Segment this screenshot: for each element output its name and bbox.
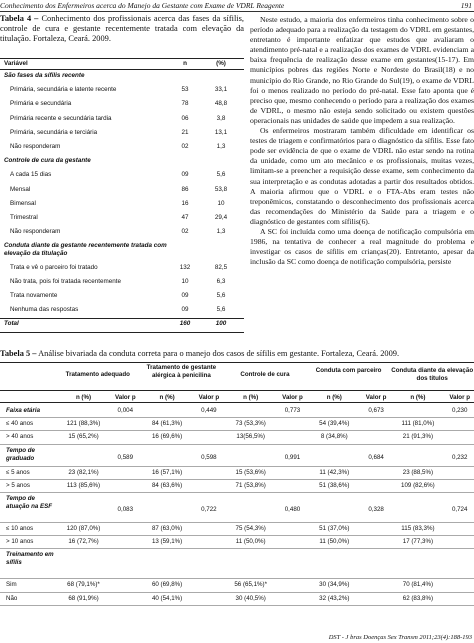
- table5-p-value: 0,991: [284, 453, 301, 461]
- paragraph-1: Neste estudo, a maioria dos enfermeiros tinha conhecimento sobre o período adequado para a realização da testagem do VDRL em gestantes, entretanto é importante enfatizar que estudos que avaliaram o atendimento pré-natal e a realização dos exames de VDRL evidenciam a baixa frequência de realização desse exame em gestantes(15-17). Em municípios pobres das regiões Norte e Nordeste do Brasil(18) e no município do Rio Grande, no Rio Grande do Sul(19), o exame de VDRL foi o menos realizado no período do pré-natal. Esse fato aponta que é preciso que, mesmo conhecendo o período para a realização dos exames de VDRL, o mesmo não esteja sendo solicitado ou existem questões operacionais nas unidades de saúde que impedem a sua realização.: [250, 15, 474, 125]
- table5-group-header: Tratamento de gestante alérgica à penicilina: [146, 364, 217, 379]
- table4-n-value: 09: [181, 171, 189, 179]
- table4-row: [0, 264, 244, 275]
- table5-n-value: 16 (57,1%): [151, 468, 183, 476]
- table5-row-rule: [0, 578, 474, 579]
- table4-row-label: Mensal: [10, 185, 31, 193]
- table5-row-rule: [0, 592, 474, 593]
- table5-n-value: 21 (91,3%): [402, 433, 434, 441]
- table4-n-value: 09: [181, 292, 189, 299]
- table4-row-label: Trata e vê o parceiro foi tratado: [10, 263, 98, 271]
- table5-n-value: 84 (61,3%): [151, 420, 183, 428]
- table4-row: [0, 242, 244, 260]
- table5-p-value: 0,328: [368, 506, 384, 513]
- table5-group-header: Conduta diante da elevação dos títulos: [391, 367, 474, 382]
- table5-sub-n: n (%): [243, 394, 259, 401]
- table4-row: [0, 292, 244, 303]
- table5-n-value: 15 (53,6%): [235, 468, 266, 476]
- table5-subheader-rule: [0, 402, 474, 403]
- table4-pct-value: 33,1: [214, 86, 228, 94]
- table5-n-value: 23 (88,5%): [402, 468, 434, 476]
- table4-row: [0, 100, 244, 111]
- table4-pct-value: 100: [215, 320, 227, 328]
- table5-sub-p: Valor p: [114, 394, 136, 401]
- table5-caption-text: Análise bivariada da conduta correta para o manejo dos casos de sífilis em gestante. Fortaleza, Ceará. 2009.: [38, 349, 400, 358]
- table5-n-value: 17 (77,3%): [402, 538, 434, 546]
- table4-row-label: Nenhuma das respostas: [10, 306, 79, 314]
- table5-n-value: 30 (40,5%): [235, 594, 266, 602]
- table5-n-value: 11 (50,0%): [235, 538, 266, 546]
- table4-row: [0, 129, 244, 140]
- table5-sub-p: Valor p: [365, 394, 387, 401]
- table4-row-label: Não responderam: [10, 228, 61, 236]
- table5-n-value: 56 (65,1%)*: [234, 581, 268, 589]
- table4-header-rule: [0, 69, 244, 70]
- table4-pct-value: 6,3: [216, 277, 226, 285]
- table4-n-value: 09: [181, 306, 189, 314]
- table5-sub-p: Valor p: [282, 394, 303, 401]
- table5-row-rule: [0, 466, 474, 467]
- table5-p-value: 0,673: [368, 407, 384, 414]
- table4-n-value: 86: [181, 185, 189, 193]
- table5-n-value: 23 (82,1%): [68, 468, 99, 476]
- table5-row-rule: [0, 535, 474, 536]
- table4-pct-value: 1,3: [216, 143, 226, 150]
- table4-n-value: 160: [179, 320, 191, 328]
- table5-p-value: 0,722: [201, 506, 217, 513]
- table4-row-label: Primária e secundária: [10, 100, 72, 108]
- table4-row: [0, 278, 244, 289]
- table5-caption-label: Tabela 5 –: [0, 349, 37, 358]
- table4-row: [0, 320, 244, 331]
- table5-row-rule: [0, 492, 474, 493]
- table5-top-rule: [0, 362, 474, 363]
- table4-n-value: 06: [181, 114, 189, 122]
- table5-p-value: 0,004: [117, 407, 134, 414]
- journal-footer: DST - J bras Doenças Sex Transm 2011;23(4):188-193: [328, 634, 472, 641]
- table5-row-rule: [0, 548, 474, 549]
- table5-p-value: 0,684: [368, 453, 384, 461]
- table5-n-value: 11 (50,0%): [319, 538, 350, 546]
- table4-n-value: 10: [181, 277, 189, 285]
- table5-row-label: ≤ 5 anos: [6, 468, 30, 476]
- table5-sub-n: n (%): [75, 394, 92, 401]
- table4-pct-value: 10: [217, 199, 225, 207]
- table5-row-label: > 40 anos: [6, 433, 34, 441]
- table4-row: [0, 171, 244, 182]
- table4-row: [0, 200, 244, 211]
- table5-row-label: ≤ 10 anos: [6, 525, 34, 532]
- table4-row: [0, 115, 244, 126]
- table5-n-value: 32 (43,2%): [319, 594, 350, 602]
- table5-row-label: Não: [6, 594, 18, 602]
- table5-n-value: 51 (37,0%): [319, 525, 350, 532]
- table5-section-label: Treinamento em sífilis: [6, 551, 54, 567]
- table4-n-value: 47: [181, 214, 189, 221]
- table4-row-label: Trimestral: [10, 214, 38, 221]
- table5-n-value: 120 (87,0%): [66, 525, 101, 532]
- table5-row-rule: [0, 522, 474, 523]
- table5-caption: [0, 349, 474, 358]
- table5-row-rule: [0, 444, 474, 445]
- table4-row: [0, 214, 244, 225]
- table4-row-label: Primária, secundária e terciária: [10, 128, 98, 136]
- table5-sub-p: Valor p: [449, 394, 470, 401]
- table4-n-value: 02: [181, 143, 189, 150]
- table5-n-value: 13(56,5%): [236, 433, 265, 441]
- table4-row: [0, 306, 244, 317]
- table5-n-value: 109 (82,6%): [401, 481, 435, 489]
- table5-row-rule: [0, 430, 474, 431]
- table5-p-value: 0,480: [284, 506, 301, 513]
- table5-group-header: Tratamento adequado: [65, 371, 130, 378]
- table4-row: [0, 186, 244, 197]
- table5-row-rule: [0, 417, 474, 418]
- table5-p-value: 0,232: [451, 453, 468, 461]
- table5-n-value: 8 (34,8%): [320, 433, 348, 441]
- table4-n-value: 53: [181, 86, 189, 94]
- table5-row-label: > 5 anos: [6, 481, 30, 489]
- table5-sub-n: n (%): [410, 394, 426, 401]
- right-column-text: [250, 15, 474, 267]
- table5-section-label: Tempo de atuação na ESF: [6, 495, 53, 510]
- table4-n-value: 21: [181, 128, 189, 136]
- table5-section-label: Tempo de graduado: [6, 446, 35, 462]
- table5-n-value: 121 (88,3%): [66, 420, 101, 428]
- table5-n-value: 113 (85,6%): [66, 481, 101, 489]
- table4-section-label: Conduta diante da gestante recentemente tratada com elevação da titulação: [4, 242, 167, 258]
- table5-n-value: 30 (34,9%): [319, 581, 350, 589]
- table5-sub-p: Valor p: [198, 394, 220, 401]
- table5-n-value: 62 (83,8%): [402, 594, 434, 602]
- table4-row-label: Trata novamente: [10, 292, 58, 299]
- table4-row-label: Não responderam: [10, 143, 61, 150]
- table4-row-label: Não trata, pois foi tratada recentemente: [10, 277, 121, 285]
- table4-pct-value: 5,6: [216, 171, 226, 179]
- table4-pct-value: 3,8: [216, 114, 226, 122]
- table5-p-value: 0,598: [201, 453, 217, 461]
- table4-col-var: Variável: [4, 60, 28, 67]
- table5-p-value: 0,083: [117, 506, 134, 513]
- running-header: [0, 0, 474, 12]
- table4-caption-label: Tabela 4 –: [0, 14, 39, 23]
- table4-pct-value: 5,6: [216, 292, 226, 299]
- table4-pct-value: 48,8: [214, 100, 228, 108]
- table5-n-value: 51 (38,6%): [319, 481, 350, 489]
- table4-row: [0, 157, 244, 168]
- table5-n-value: 68 (91,9%): [68, 594, 99, 602]
- table5-n-value: 60 (69,8%): [151, 581, 183, 589]
- table4-row: [0, 86, 244, 97]
- table4-row: [0, 228, 244, 239]
- table5-n-value: 16 (72,7%): [68, 538, 99, 546]
- paragraph-2: Os enfermeiros mostraram também dificuldade em identificar os testes de triagem e confirmatórios para o diagnóstico da sífilis. Esse fato pode ser evidência de que o exame de VDRL não estar sendo na rotina da unidade, como um ato mecânico e os profissionais, muitas vezes, limitam-se a preencher a requisição desse exame, sem conhecimento da sua interpretação e as condutas adotadas a partir dos resultados obtidos. A maioria afirmou que o VDRL e o FTA-Abs eram testes não treponêmicos, constatando o desconhecimento dos profissionais acerca das recomendações do Ministério da Saúde para a triagem e o diagnóstico de gestantes com sífilis(6).: [250, 126, 474, 226]
- table5-n-value: 115 (83,3%): [401, 525, 435, 532]
- table4-pct-value: 5,6: [216, 306, 226, 314]
- table4-pct-value: 29,4: [214, 214, 228, 221]
- table5-n-value: 71 (53,8%): [235, 481, 266, 489]
- table4-n-value: 02: [181, 228, 189, 236]
- table5-row-rule: [0, 479, 474, 480]
- table4-row-label: Primária recente e secundária tardia: [10, 114, 112, 122]
- table4-n-value: 78: [181, 100, 189, 108]
- table5-p-value: 0,724: [451, 506, 468, 513]
- table4-pct-value: 82,5: [214, 263, 228, 271]
- table5-n-value: 16 (69,6%): [151, 433, 183, 441]
- table4-section-label: Controle de cura da gestante: [4, 157, 91, 165]
- table5-n-value: 111 (81,0%): [401, 420, 435, 428]
- table5-n-value: 73 (53,3%): [235, 420, 266, 428]
- table4-pct-value: 53,8: [214, 185, 228, 193]
- table4-n-value: 16: [181, 199, 189, 207]
- table4-pct-value: 1,3: [216, 228, 226, 236]
- table5-group-header: Conduta com parceiro: [315, 367, 382, 374]
- table5-row-label: ≤ 40 anos: [6, 420, 34, 428]
- table5-p-value: 0,773: [284, 407, 301, 414]
- table4-row: [0, 143, 244, 154]
- table4-row-label: Bimensal: [10, 199, 36, 207]
- table5-row-rule: [0, 605, 474, 606]
- table5-p-value: 0,449: [201, 407, 217, 414]
- table5-group-header: Controle de cura: [240, 371, 290, 378]
- table5-p-value: 0,589: [117, 453, 134, 461]
- table5-n-value: 13 (59,1%): [151, 538, 183, 546]
- table5-n-value: 84 (63,6%): [151, 481, 183, 489]
- table4-row-label: A cada 15 dias: [10, 171, 52, 179]
- table5-n-value: 75 (54,3%): [235, 525, 266, 532]
- paragraph-3: A SC foi incluída como uma doença de notificação compulsória em 1986, na tentativa de conhecer a real magnitude do problema e investigar os casos de sífilis em crianças(20). Entretanto, apesar da inclusão da SC como doença de notificação compulsória, persiste: [250, 226, 474, 267]
- table4-top-rule: [0, 58, 244, 59]
- table5-header-rule: [0, 390, 474, 391]
- table4-section-label: São fases da sífilis recente: [4, 72, 85, 79]
- table5-n-value: 15 (65,2%): [68, 433, 99, 441]
- table4-total-rule: [0, 318, 244, 319]
- table5-n-value: 68 (79,1%)*: [67, 581, 100, 589]
- table5-n-value: 40 (54,1%): [151, 594, 183, 602]
- table5-n-value: 11 (42,3%): [319, 468, 350, 476]
- page-number: 191: [460, 1, 472, 10]
- table5-n-value: 54 (39,4%): [319, 420, 350, 428]
- table5-n-value: 87 (63,0%): [151, 525, 183, 532]
- table5-row-label: Sim: [6, 581, 17, 589]
- table4-caption-text: Conhecimento dos profissionais acerca das fases da sífilis, controle de cura e gestante recentemente tratada com elevação da titulação. Fortaleza, Ceará. 2009.: [0, 14, 244, 44]
- table4-col-n: n: [183, 60, 187, 67]
- table4-caption: [0, 14, 244, 45]
- table5-n-value: 70 (81,4%): [402, 581, 434, 589]
- table5-row-label: > 10 anos: [6, 538, 34, 546]
- table4-pct-value: 13,1: [214, 128, 228, 136]
- table4-row: [0, 72, 244, 83]
- table4-total-label: Total: [4, 320, 19, 328]
- table5-sub-n: n (%): [159, 394, 175, 401]
- table4-bottom-rule: [0, 332, 244, 333]
- running-title: Conhecimento dos Enfermeiros acerca do Manejo da Gestante com Exame de VDRL Reagente: [0, 1, 285, 10]
- table4-col-pct: (%): [216, 60, 226, 67]
- table5-p-value: 0,230: [451, 407, 468, 414]
- table5-sub-n: n (%): [326, 394, 342, 401]
- table5-section-label: Faixa etária: [6, 407, 41, 414]
- table4-n-value: 132: [179, 263, 191, 271]
- table4-row-label: Primária, secundária e latente recente: [10, 86, 117, 94]
